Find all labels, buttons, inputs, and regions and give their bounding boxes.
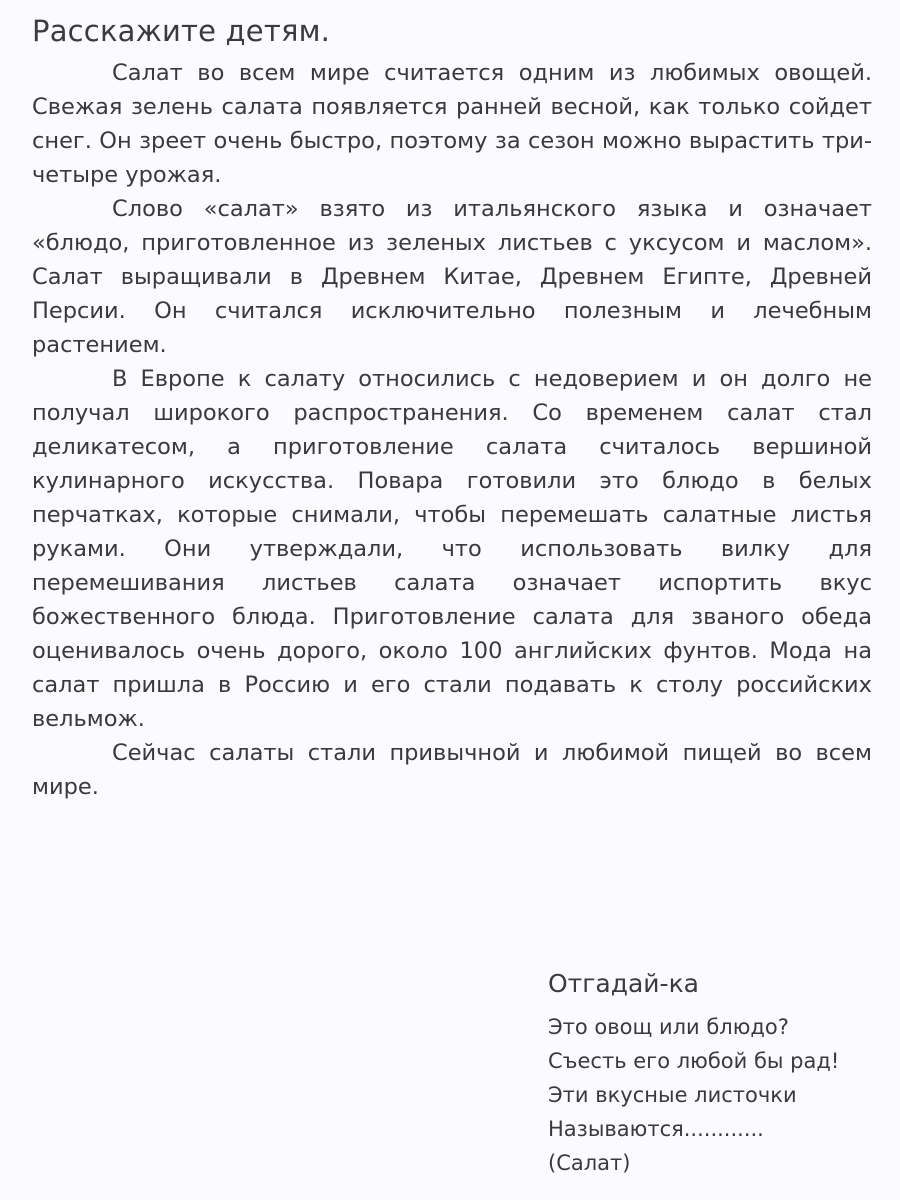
paragraph: Слово «салат» взято из итальянского языка и означает «блюдо, приготовленное из зеленых листьев с уксусом и маслом». Салат выращивали в Древнем Китае, Древнем Египте, Древней Персии. Он считался исключительно полезным и лечебным растением. <box>32 196 872 358</box>
riddle-title: Отгадай-ка <box>548 969 699 998</box>
riddle-line: Называются............ <box>548 1117 764 1141</box>
riddle-line: Это овощ или блюдо? <box>548 1015 789 1039</box>
riddle-line: Эти вкусные листочки <box>548 1083 797 1107</box>
paragraph: В Европе к салату относились с недоверием и он долго не получал широкого распространения. Со временем салат стал деликатесом, а приготовление салата считалось вершиной кулинарного искусства. Повара готовили это блюдо в белых перчатках, которые снимали, чтобы перемешать салатные листья руками. Они утверждали, что использовать вилку для перемешивания листьев салата означает испортить вкус божественного блюда. Приготовление салата для званого обеда оценивалось очень дорого, около 100 английских фунтов. Мода на салат пришла в Россию и его стали подавать к столу российских вельмож. <box>32 366 872 732</box>
page-heading: Расскажите детям. <box>32 14 331 48</box>
paragraph: Салат во всем мире считается одним из любимых овощей. Свежая зелень салата появляется ранней весной, как только сойдет снег. Он зреет очень быстро, поэтому за сезон можно вырастить три-четыре урожая. <box>32 60 872 188</box>
paragraph: Сейчас салаты стали привычной и любимой пищей во всем мире. <box>32 740 872 800</box>
riddle-answer: (Салат) <box>548 1151 631 1175</box>
story-text <box>32 56 872 804</box>
riddle-block <box>548 966 878 1180</box>
riddle-line: Съесть его любой бы рад! <box>548 1049 840 1073</box>
